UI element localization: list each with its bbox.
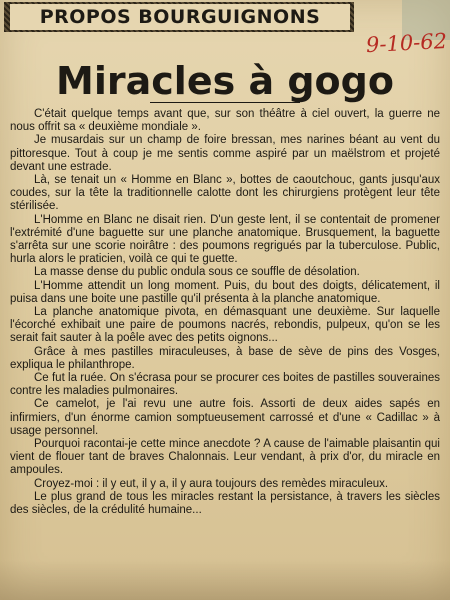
paragraph: Là, se tenait un « Homme en Blanc », bottes de caoutchouc, gants jusqu'aux coudes, sur la tête la traditionnelle calotte dont les chirurgiens protègent leur tête stérilisée.: [10, 174, 440, 213]
paragraph: Pourquoi racontai-je cette mince anecdote ? A cause de l'aimable plaisantin qui vient de flouer tant de braves Chalonnais. Leur vendant, à prix d'or, du miracle en ampoules.: [10, 438, 440, 477]
paragraph: La masse dense du public ondula sous ce souffle de désolation.: [34, 266, 360, 279]
paragraph: L'Homme attendit un long moment. Puis, du bout des doigts, délicatement, il puisa dans une boite une pastille qu'il présenta à la planche anatomique.: [10, 279, 440, 305]
headline: Miracles à gogo: [56, 59, 394, 103]
paragraph: L'Homme en Blanc ne disait rien. D'un geste lent, il se contentait de promener l'extrémité d'une baguette sur une planche anatomique. Brusquement, la baguette s'arrêta sur une scorie noirâtre : des poumons regrigués par la tuberculose. Public, hurla alors le praticien, voilà ce qui te guette.: [10, 213, 440, 266]
headline-rule: [150, 102, 300, 103]
handwritten-date: 9-10-62: [365, 28, 448, 58]
rubric-title: PROPOS BOURGUIGNONS: [10, 4, 350, 30]
article-body: [10, 108, 440, 596]
paragraph: Ce fut la ruée. On s'écrasa pour se procurer ces boites de pastilles souveraines contre les maladies pulmonaires.: [10, 372, 440, 398]
paragraph: La planche anatomique pivota, en démasquant une deuxième. Sur laquelle l'écorché exhibait une paire de poumons nacrés, rebondis, pulpeux, qu'on se les serait fait sauter à la poêle avec des petits oignons...: [10, 306, 440, 345]
paragraph: Le plus grand de tous les miracles restant la persistance, à travers les siècles des siècles, de la crédulité humaine...: [10, 490, 440, 517]
paragraph: Je musardais sur un champ de foire bressan, mes narines béant au vent du pittoresque. Tout à coup je me sentis comme aspiré par un maëlstrom et projeté devant une estrade.: [10, 134, 440, 173]
paragraph: Croyez-moi : il y eut, il y a, il y aura toujours des remèdes miraculeux.: [34, 477, 389, 490]
paragraph: C'était quelque temps avant que, sur son théâtre à ciel ouvert, la guerre ne nous offrit sa « deuxième mondiale ».: [10, 108, 440, 134]
paragraph: Ce camelot, je l'ai revu une autre fois. Assorti de deux aides sapés en infirmiers, d'un énorme camion somptueusement carrossé et d'une « Cadillac » à usage personnel.: [10, 398, 440, 437]
paragraph: Grâce à mes pastilles miraculeuses, à base de sève de pins des Vosges, expliqua le philanthrope.: [10, 345, 440, 371]
